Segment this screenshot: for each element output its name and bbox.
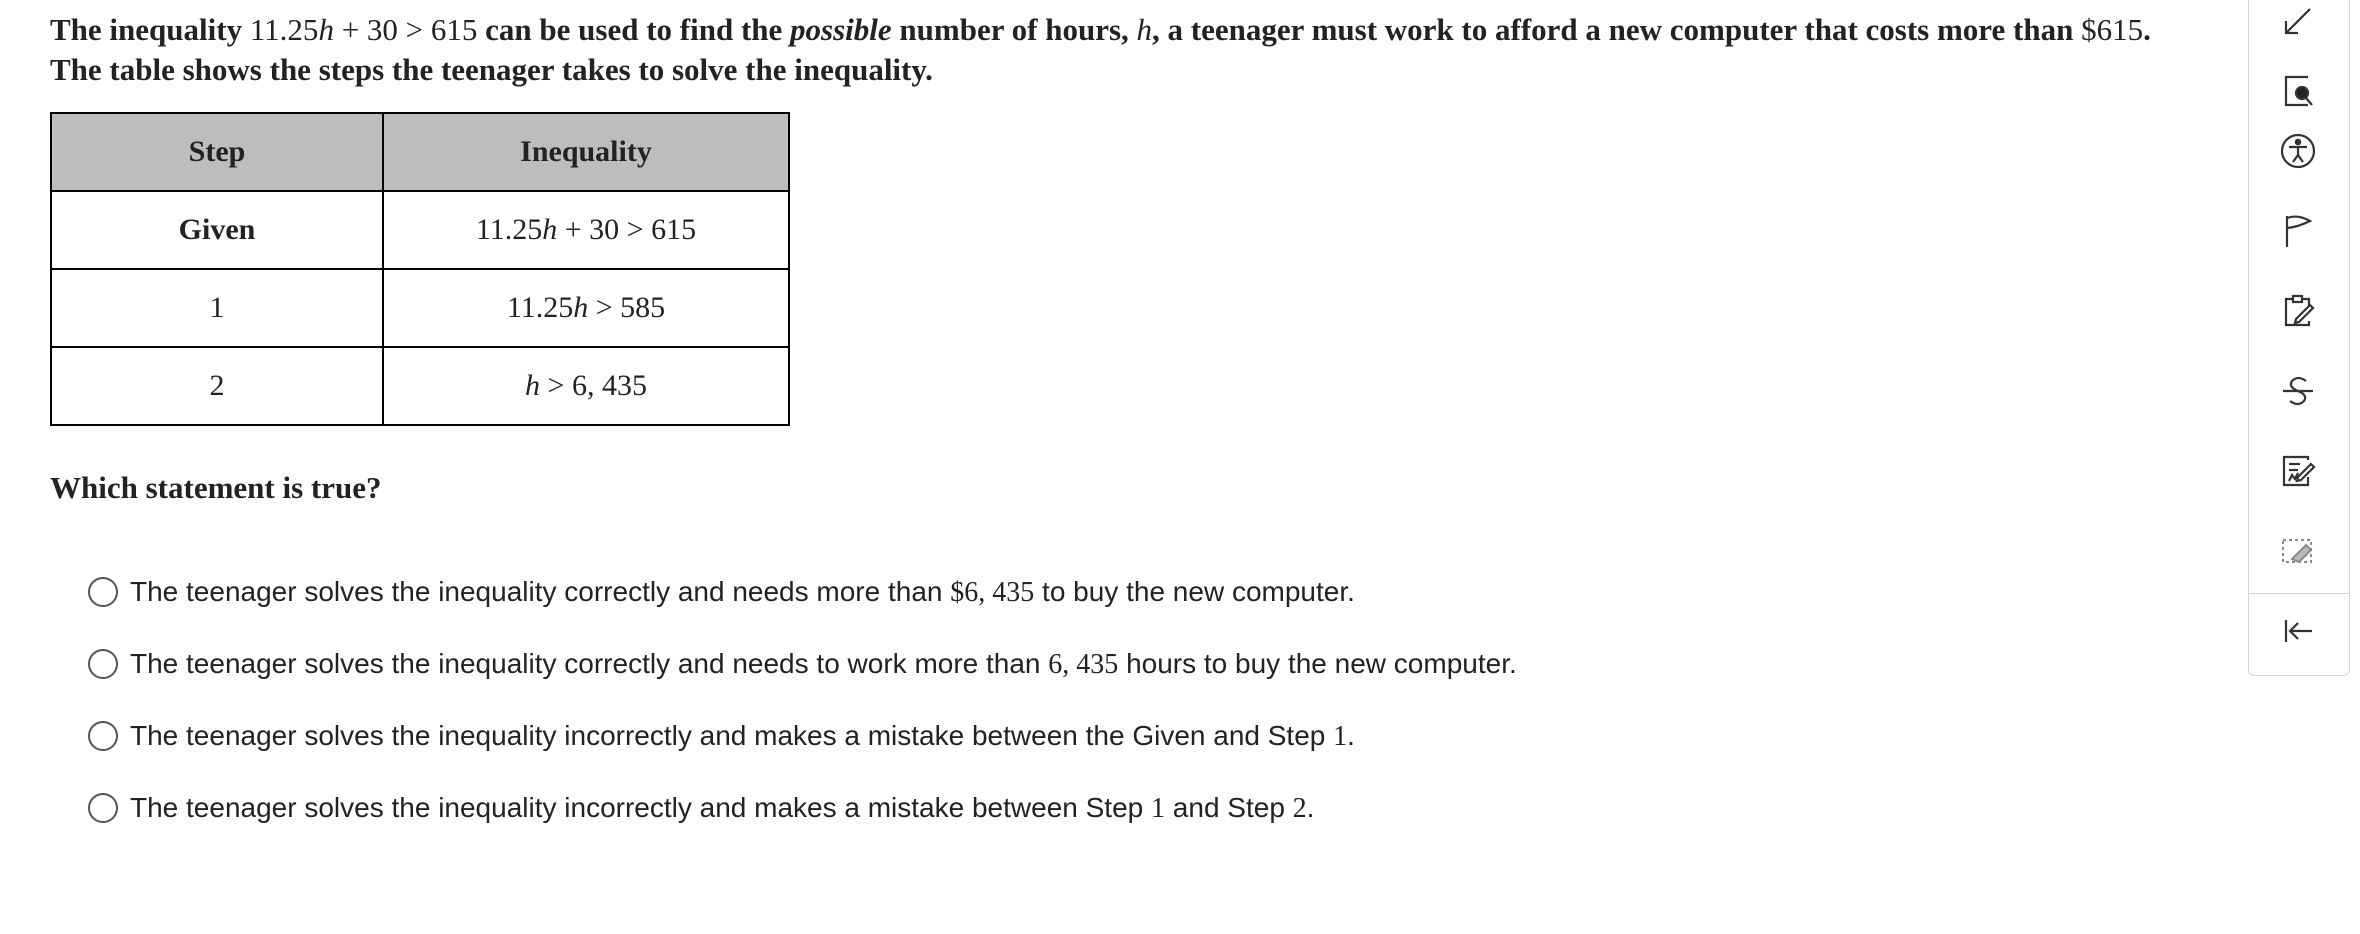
prompt-text: The inequality — [50, 12, 250, 47]
prompt-math: h — [1136, 12, 1153, 47]
strikethrough-icon[interactable] — [2274, 367, 2322, 415]
prompt-text: number of hours, — [891, 12, 1137, 47]
inequality-cell: 11.25h + 30 > 615 — [383, 191, 789, 269]
choice-label: The teenager solves the inequality correctly and needs more than $6, 435 to buy the new computer. — [130, 575, 1355, 608]
radio-button-d[interactable] — [88, 793, 118, 823]
answer-choice-c[interactable] — [88, 700, 2200, 772]
flag-icon[interactable] — [2274, 207, 2322, 255]
radio-button-b[interactable] — [88, 649, 118, 679]
prompt-text: can be used to find the — [477, 12, 791, 47]
magnifier-page-icon[interactable] — [2274, 67, 2322, 115]
radio-button-a[interactable] — [88, 577, 118, 607]
header-inequality: Inequality — [383, 113, 789, 191]
accessibility-icon[interactable] — [2274, 127, 2322, 175]
prompt-text: . The table shows the steps the teenager takes to solve the inequality. — [50, 12, 2151, 87]
clipboard-edit-icon[interactable] — [2274, 287, 2322, 335]
radio-button-c[interactable] — [88, 721, 118, 751]
collapse-left-icon[interactable] — [2274, 607, 2322, 655]
prompt-emphasis: possible — [790, 12, 892, 47]
tools-sidebar — [2248, 0, 2350, 676]
steps-table — [50, 112, 790, 426]
answer-choices — [50, 556, 2200, 844]
question-stem: Which statement is true? — [50, 470, 382, 505]
question-content — [50, 0, 2200, 844]
answer-choice-d[interactable] — [88, 772, 2200, 844]
toolbar-divider — [2249, 593, 2349, 594]
table-row — [51, 347, 789, 425]
prompt-text: , a teenager must work to afford a new computer that costs more than — [1152, 12, 2082, 47]
collapse-arrow-icon[interactable] — [2274, 0, 2322, 45]
inequality-cell: h > 6, 435 — [383, 347, 789, 425]
prompt-math: 11.25h + 30 > 615 — [249, 12, 478, 47]
table-row — [51, 269, 789, 347]
choice-label: The teenager solves the inequality incorrectly and makes a mistake between the Given and Step 1. — [130, 719, 1355, 752]
step-cell: 2 — [51, 347, 383, 425]
choice-label: The teenager solves the inequality correctly and needs to work more than 6, 435 hours to buy the new computer. — [130, 647, 1517, 680]
inequality-cell: 11.25h > 585 — [383, 269, 789, 347]
eraser-icon[interactable] — [2274, 527, 2322, 575]
choice-label: The teenager solves the inequality incorrectly and makes a mistake between Step 1 and Step 2. — [130, 791, 1315, 824]
answer-choice-b[interactable] — [88, 628, 2200, 700]
answer-choice-a[interactable] — [88, 556, 2200, 628]
prompt-math: $615 — [2081, 12, 2144, 47]
table-row — [51, 191, 789, 269]
step-cell: 1 — [51, 269, 383, 347]
header-step: Step — [51, 113, 383, 191]
step-cell: Given — [51, 191, 383, 269]
question-prompt — [50, 10, 2200, 90]
table-header-row — [51, 113, 789, 191]
chart-edit-icon[interactable] — [2274, 447, 2322, 495]
